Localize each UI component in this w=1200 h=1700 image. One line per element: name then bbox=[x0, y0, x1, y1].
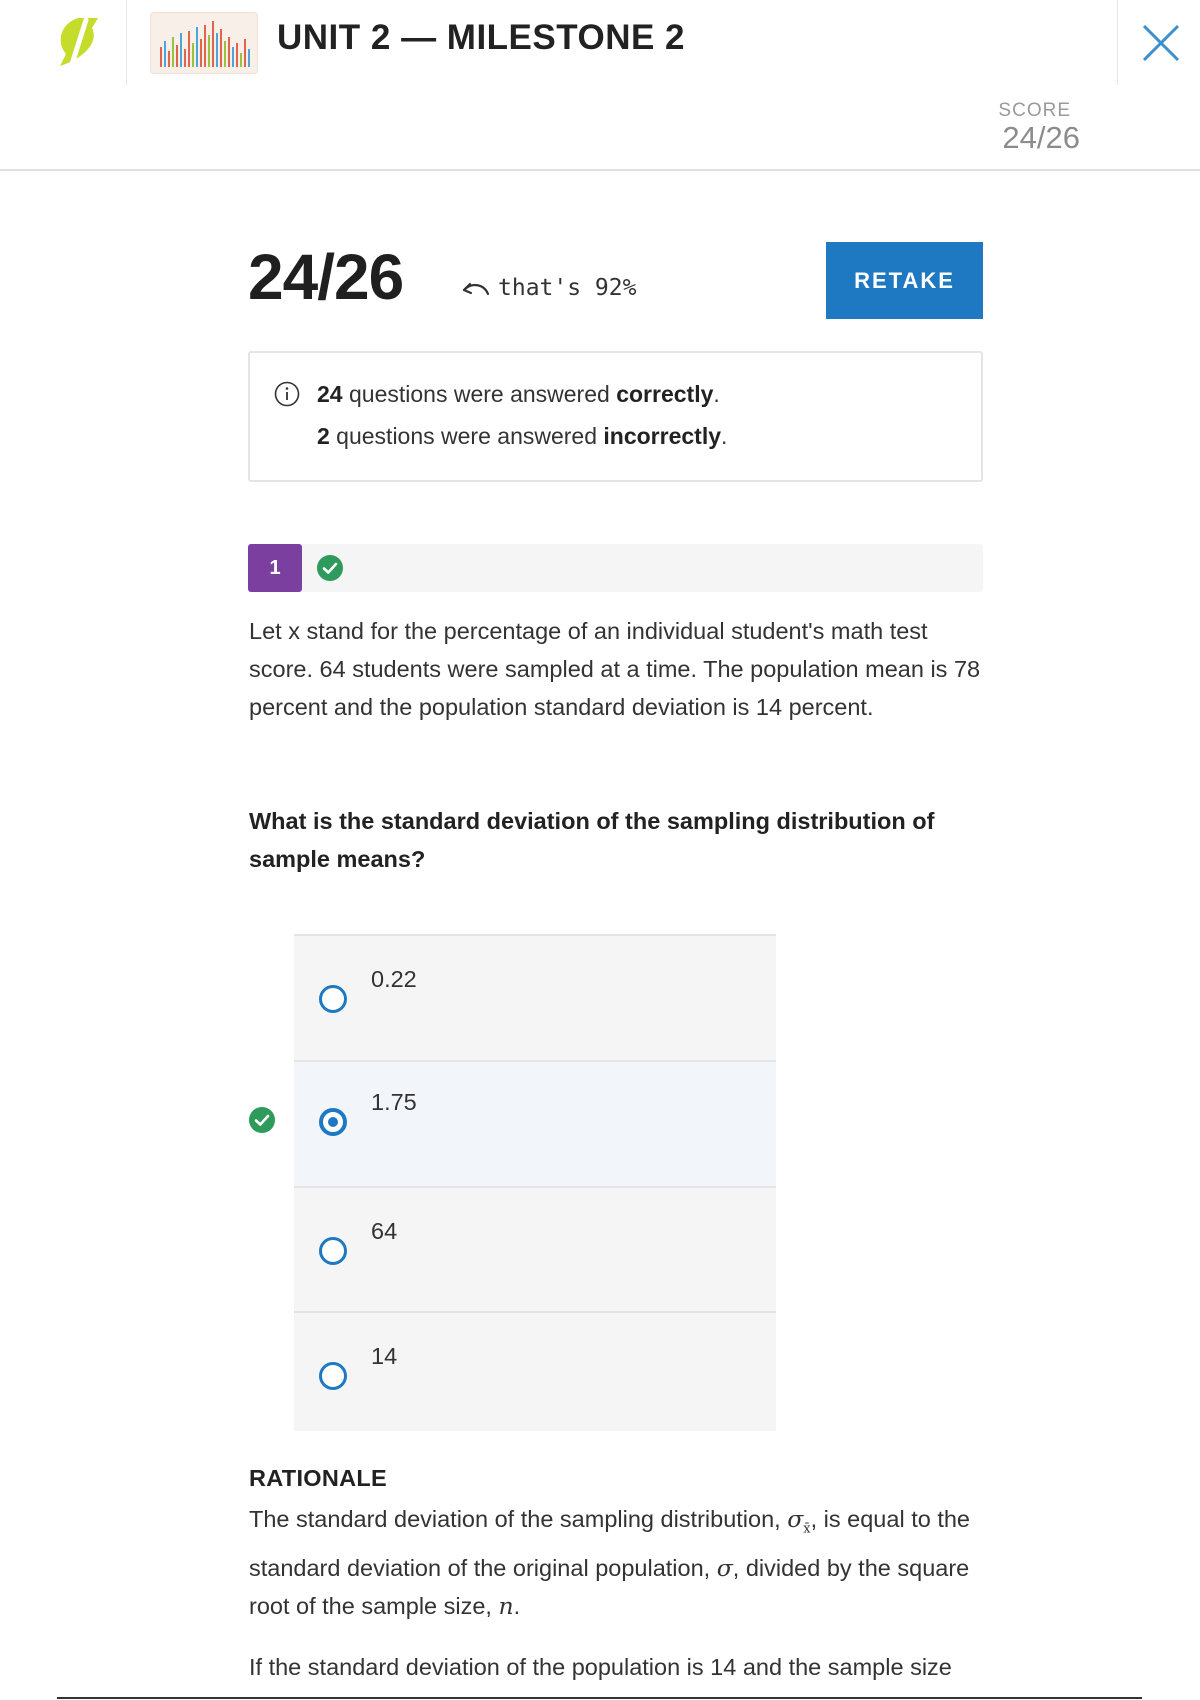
incorrect-summary: 2 questions were answered incorrectly. bbox=[317, 423, 728, 449]
unit-title: UNIT 2 — MILESTONE 2 bbox=[277, 18, 686, 57]
answer-options bbox=[294, 934, 776, 1431]
close-icon[interactable] bbox=[1134, 16, 1188, 70]
sophia-logo-icon bbox=[52, 14, 104, 70]
final-score: 24/26 bbox=[248, 241, 404, 313]
header-divider-right bbox=[1117, 0, 1118, 85]
rationale-heading: RATIONALE bbox=[249, 1465, 388, 1491]
answer-option[interactable] bbox=[294, 936, 776, 1060]
score-label: SCORE bbox=[998, 100, 1071, 121]
answer-option[interactable] bbox=[294, 1188, 776, 1312]
check-circle-icon bbox=[316, 554, 344, 582]
radio-button[interactable] bbox=[319, 985, 347, 1013]
answer-option-selected[interactable] bbox=[294, 1062, 776, 1186]
radio-button-selected[interactable] bbox=[319, 1108, 347, 1136]
radio-button[interactable] bbox=[319, 1237, 347, 1265]
option-label: 0.22 bbox=[371, 966, 417, 992]
results-summary bbox=[248, 351, 983, 482]
answer-option[interactable] bbox=[294, 1313, 776, 1437]
option-label: 64 bbox=[371, 1218, 398, 1244]
rationale-text: The standard deviation of the sampling distribution, $\sigma_{x̄}$, is equal to the standard deviation of the original population, σ, divided by the square root of the sample size, n. bbox=[249, 1505, 970, 1620]
option-label: 1.75 bbox=[371, 1089, 417, 1115]
question-header-bar bbox=[248, 544, 983, 592]
percent-note: that's 92% bbox=[498, 275, 637, 301]
score-value: 24/26 bbox=[1002, 120, 1080, 155]
unit-thumbnail bbox=[150, 12, 258, 74]
question-number-badge[interactable]: 1 bbox=[248, 544, 302, 592]
rationale-paragraph-2: If the standard deviation of the population is 14 and the sample size bbox=[249, 1654, 952, 1680]
header-divider bbox=[126, 0, 127, 85]
question-stem: Let x stand for the percentage of an individual student's math test score. 64 students were sampled at a time. The population mean is 78 percent and the population standard deviation is 14 percent. bbox=[249, 618, 981, 720]
correct-answer-check-icon bbox=[248, 1106, 276, 1134]
top-bar bbox=[0, 0, 1200, 171]
info-icon bbox=[274, 381, 300, 407]
bottom-divider bbox=[57, 1697, 1142, 1699]
radio-button[interactable] bbox=[319, 1362, 347, 1390]
question-prompt: What is the standard deviation of the sampling distribution of sample means? bbox=[249, 808, 935, 872]
correct-summary: 24 questions were answered correctly. bbox=[317, 381, 720, 407]
retake-button[interactable]: RETAKE bbox=[826, 242, 983, 319]
option-label: 14 bbox=[371, 1343, 398, 1369]
arrow-back-icon bbox=[458, 276, 494, 304]
